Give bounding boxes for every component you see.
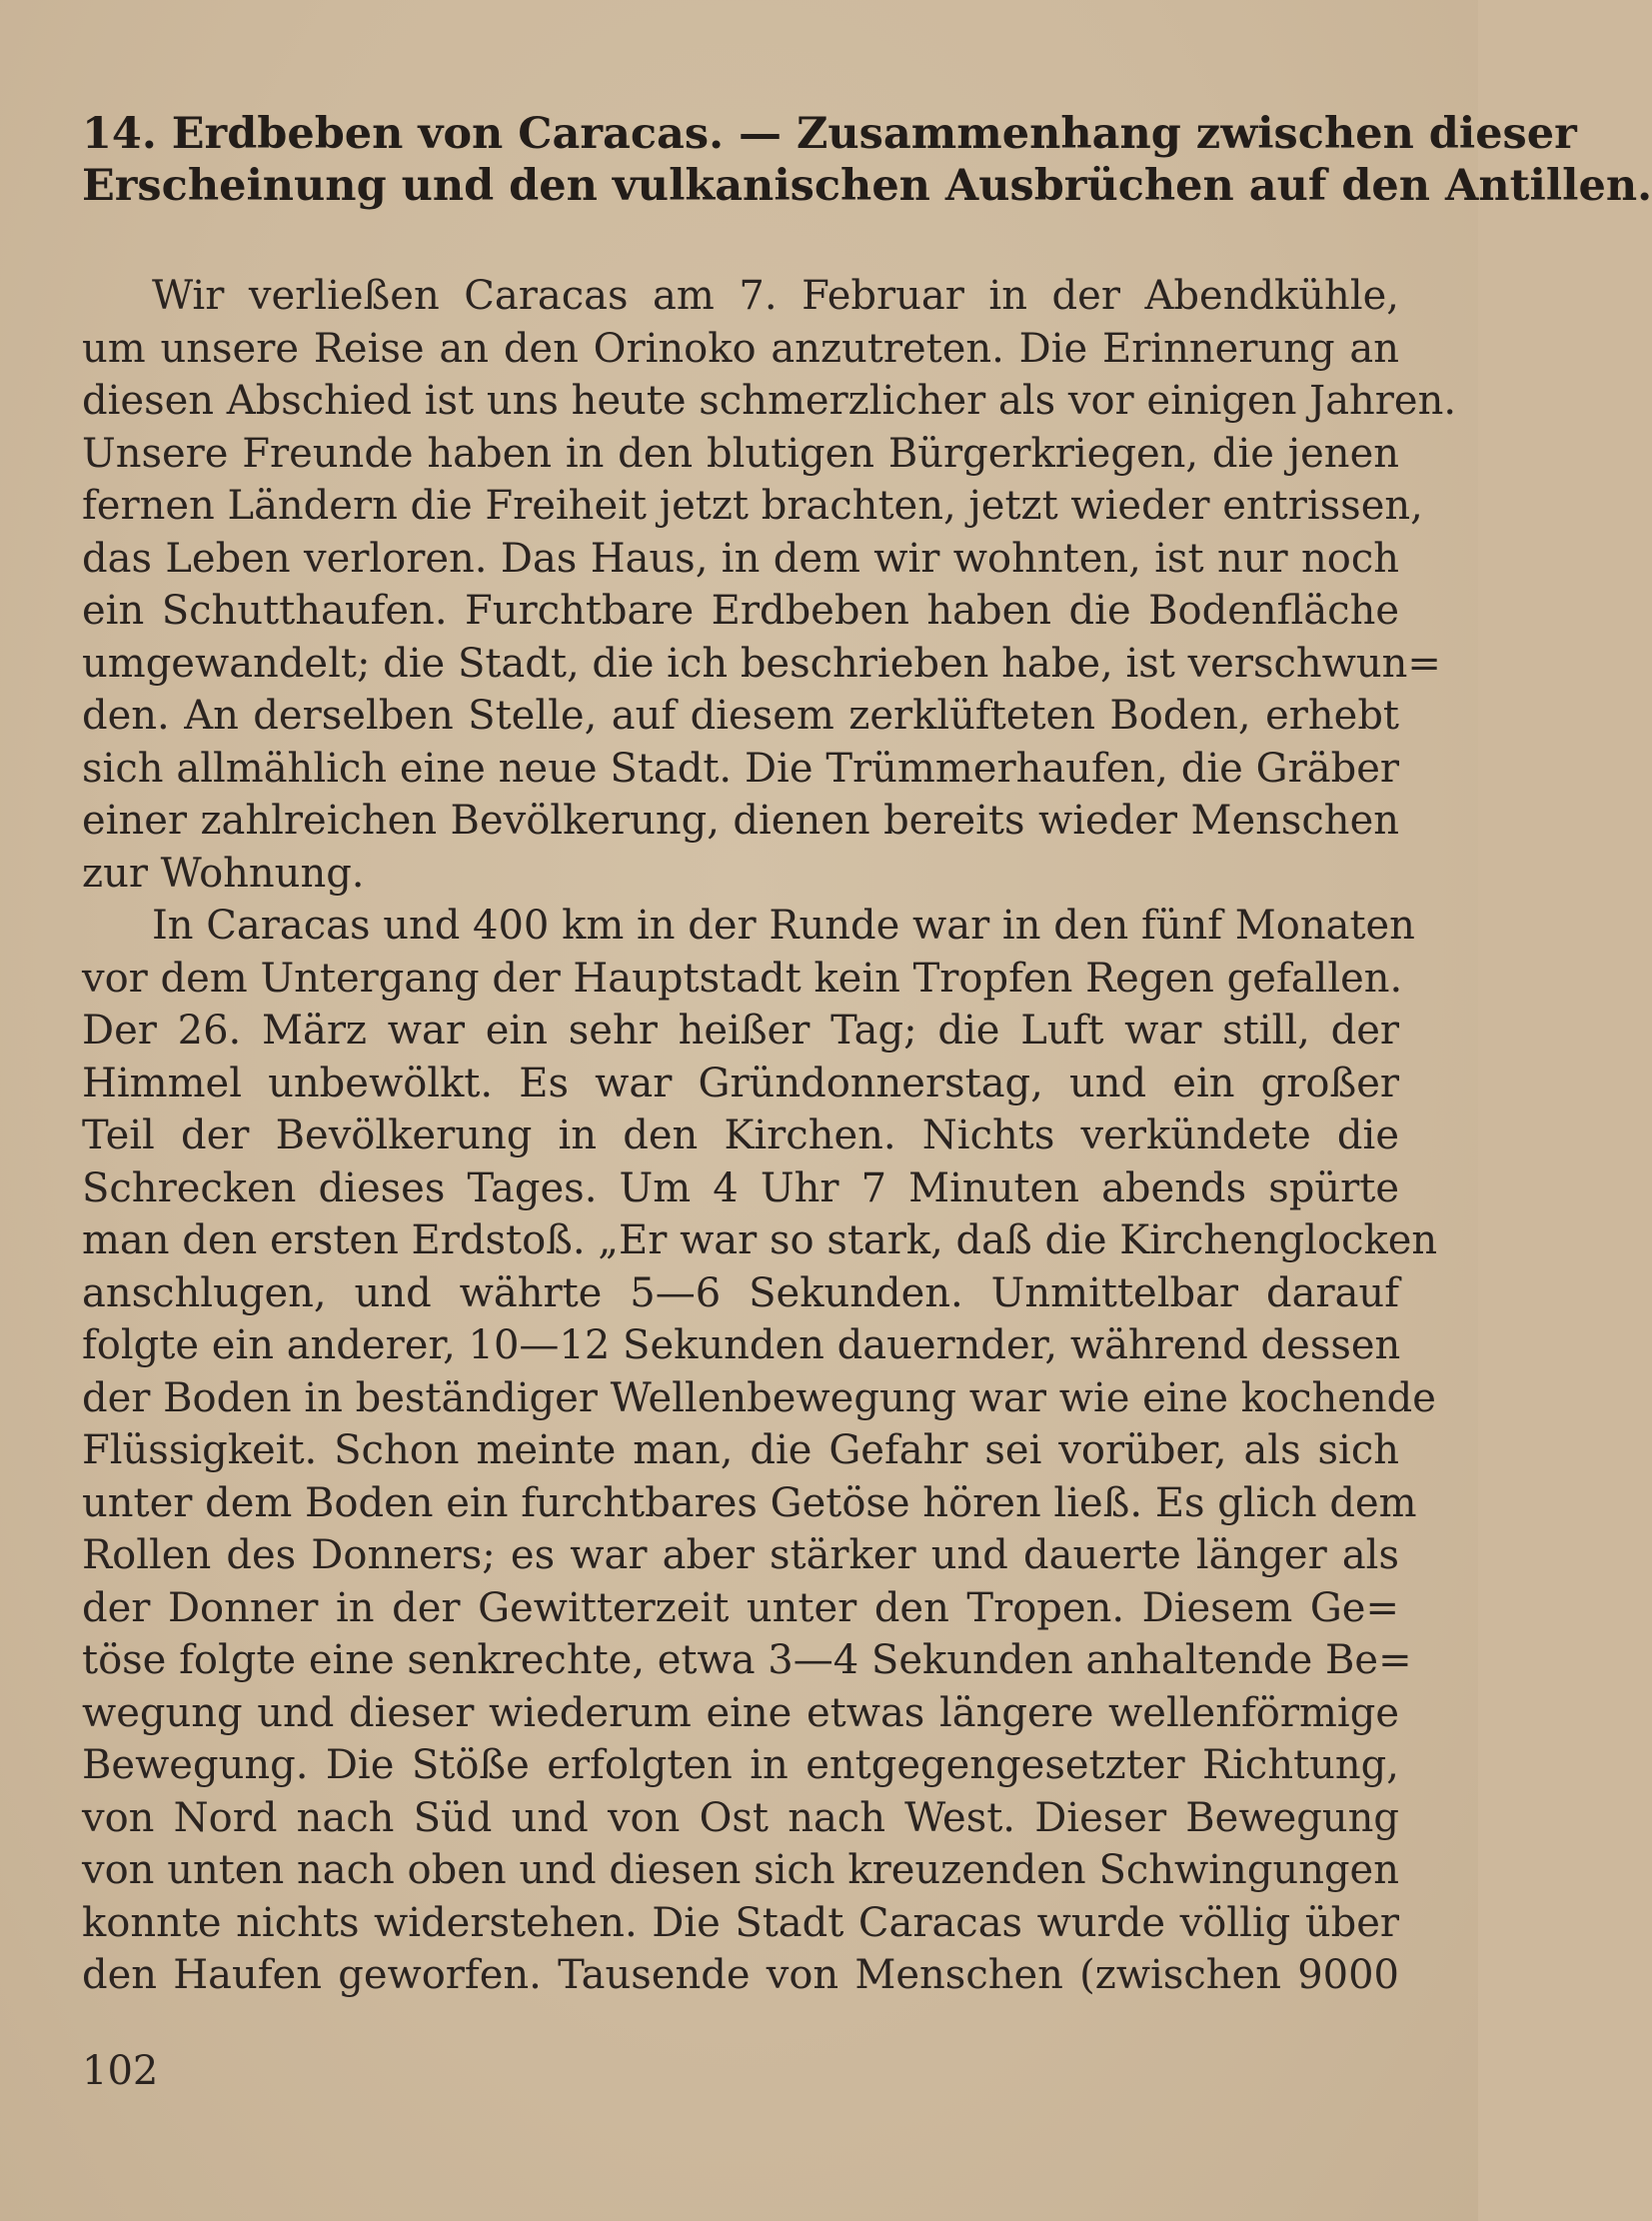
text-line: von unten nach oben und diesen sich kreuzenden Schwingungen — [82, 1847, 1399, 1893]
text-line: wegung und dieser wiederum eine etwas längere wellenförmige — [82, 1689, 1399, 1736]
text-line: folgte ein anderer, 10—12 Sekunden dauernder, während dessen — [82, 1322, 1401, 1368]
text-line: Rollen des Donners; es war aber stärker und dauerte länger als — [82, 1532, 1399, 1578]
text-line: von Nord nach Süd und von Ost nach West. Dieser Bewegung — [82, 1794, 1399, 1841]
text-line: Schrecken dieses Tages. Um 4 Uhr 7 Minuten abends spürte — [82, 1164, 1399, 1211]
text-line: der Donner in der Gewitterzeit unter den Tropen. Diesem Ge= — [82, 1584, 1399, 1631]
heading-line-1: 14. Erdbeben von Caracas. — Zusammenhang zwischen dieser — [82, 109, 1577, 159]
text-line: Flüssigkeit. Schon meinte man, die Gefahr sei vorüber, als sich — [82, 1427, 1399, 1473]
text-line: fernen Ländern die Freiheit jetzt brachten, jetzt wieder entrissen, — [82, 483, 1423, 529]
text-line: unter dem Boden ein furchtbares Getöse hören ließ. Es glich dem — [82, 1479, 1417, 1526]
page-number: 102 — [82, 2048, 159, 2094]
text-line: umgewandelt; die Stadt, die ich beschrieben habe, ist verschwun= — [82, 640, 1441, 687]
text-line: ein Schutthaufen. Furchtbare Erdbeben haben die Bodenfläche — [82, 588, 1399, 634]
text-line: Unsere Freunde haben in den blutigen Bürgerkriegen, die jenen — [82, 430, 1399, 477]
text-line: konnte nichts widerstehen. Die Stadt Caracas wurde völlig über — [82, 1899, 1399, 1946]
text-line: um unsere Reise an den Orinoko anzutreten. Die Erinnerung an — [82, 325, 1399, 372]
text-line: Himmel unbewölkt. Es war Gründonnerstag, und ein großer — [82, 1060, 1399, 1107]
text-line: töse folgte eine senkrechte, etwa 3—4 Sekunden anhaltende Be= — [82, 1637, 1412, 1683]
text-line: Teil der Bevölkerung in den Kirchen. Nichts verkündete die — [82, 1112, 1399, 1158]
text-line: vor dem Untergang der Hauptstadt kein Tropfen Regen gefallen. — [82, 955, 1403, 1002]
text-line: diesen Abschied ist uns heute schmerzlicher als vor einigen Jahren. — [82, 378, 1457, 424]
text-line: einer zahlreichen Bevölkerung, dienen bereits wieder Menschen — [82, 798, 1399, 844]
text-line: sich allmählich eine neue Stadt. Die Trümmerhaufen, die Gräber — [82, 745, 1399, 792]
text-line: Bewegung. Die Stöße erfolgten in entgegengesetzter Richtung, — [82, 1742, 1399, 1788]
text-line: der Boden in beständiger Wellenbewegung war wie eine kochende — [82, 1374, 1436, 1421]
text-line: das Leben verloren. Das Haus, in dem wir wohnten, ist nur noch — [82, 535, 1399, 582]
text-line: Wir verließen Caracas am 7. Februar in der Abendkühle, — [152, 273, 1399, 319]
text-line: Der 26. März war ein sehr heißer Tag; die Luft war still, der — [82, 1008, 1399, 1054]
text-line: anschlugen, und währte 5—6 Sekunden. Unmittelbar darauf — [82, 1269, 1399, 1316]
body-text — [82, 270, 1457, 2002]
text-line: den. An derselben Stelle, auf diesem zerklüfteten Boden, erhebt — [82, 693, 1399, 739]
text-line: den Haufen geworfen. Tausende von Menschen (zwischen 9000 — [82, 1952, 1399, 1998]
text-line: man den ersten Erdstoß. „Er war so stark, daß die Kirchenglocken — [82, 1217, 1438, 1263]
chapter-heading — [82, 108, 1652, 212]
text-line: In Caracas und 400 km in der Runde war in den fünf Monaten — [152, 903, 1415, 949]
heading-line-2: Erscheinung und den vulkanischen Ausbrüchen auf den Antillen. — [82, 161, 1652, 211]
text-line: zur Wohnung. — [82, 850, 365, 897]
